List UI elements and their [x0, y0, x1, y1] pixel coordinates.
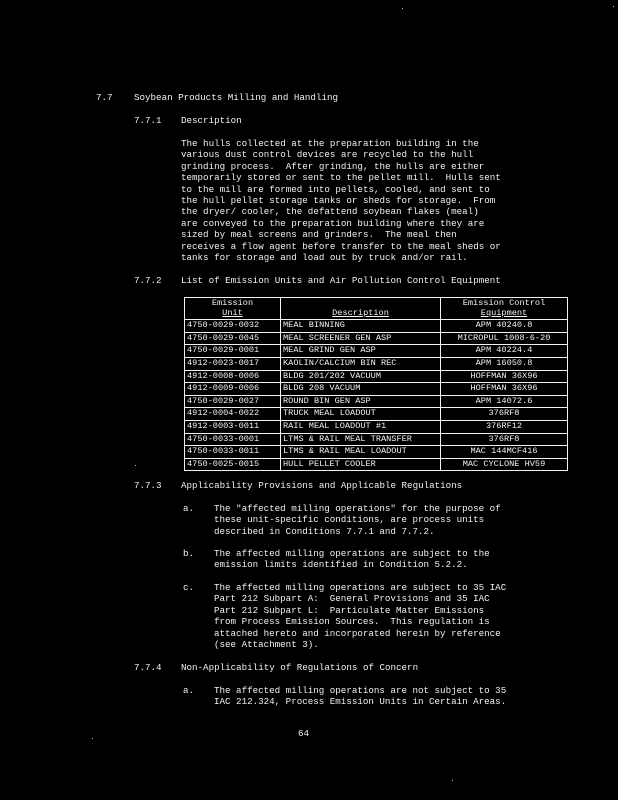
cell-description: MEAL BINNING	[281, 320, 441, 333]
item-line: IAC 212.324, Process Emission Units in Certain Areas.	[214, 696, 507, 708]
item-marker: c.	[183, 582, 195, 593]
header-equip-line2: Equipment	[480, 307, 528, 318]
header-equip-line1: Emission Control	[462, 298, 546, 308]
item-line: The affected milling operations are subject to 35 IAC	[214, 582, 507, 593]
description-line: tanks for storage and load out by truck and/or rail.	[181, 252, 468, 264]
page-number: 64	[298, 728, 310, 739]
table-row	[185, 357, 568, 370]
cell-equipment: MAC CYCLONE HV59	[441, 458, 568, 471]
cell-description: RAIL MEAL LOADOUT #1	[281, 420, 441, 433]
item-line: The affected milling operations are subject to the	[214, 548, 490, 559]
header-unit-line2: Unit	[222, 307, 243, 318]
applicability-heading: Applicability Provisions and Applicable Regulations	[181, 480, 463, 491]
cell-unit: 4750-0033-0011	[185, 446, 281, 459]
item-marker: a.	[183, 685, 195, 696]
header-description	[281, 298, 441, 320]
table-row	[185, 433, 568, 446]
cell-equipment: APM 14072.6	[441, 395, 568, 408]
cell-description: HULL PELLET COOLER	[281, 458, 441, 471]
section-number: 7.7	[96, 92, 113, 103]
table-row	[185, 370, 568, 383]
emission-list-number: 7.7.2	[134, 275, 162, 286]
cell-equipment: MAC 144MCF416	[441, 446, 568, 459]
applicability-number: 7.7.3	[134, 480, 162, 491]
cell-unit: 4912-0003-0011	[185, 420, 281, 433]
description-line: temporarily stored or sent to the pellet mill. Hulls sent	[181, 172, 501, 184]
cell-equipment: APM 40224.4	[441, 345, 568, 358]
item-line: Part 212 Subpart L: Particulate Matter Emissions	[214, 604, 485, 616]
table-row	[185, 383, 568, 396]
cell-unit: 4912-0008-0006	[185, 370, 281, 383]
description-line: The hulls collected at the preparation building in the	[181, 138, 479, 149]
cell-equipment: APM 40240.8	[441, 320, 568, 333]
cell-description: BLDG 201/202 VACUUM	[281, 370, 441, 383]
item-line: Part 212 Subpart A: General Provisions and 35 IAC	[214, 593, 490, 605]
cell-description: KAOLIN/CALCIUM BIN REC	[281, 357, 441, 370]
item-line: attached hereto and incorporated herein by reference	[214, 627, 501, 639]
cell-unit: 4912-0023-0017	[185, 357, 281, 370]
cell-description: MEAL GRIND GEN ASP	[281, 345, 441, 358]
header-emission-unit	[185, 298, 281, 320]
description-line: receives a flow agent before transfer to the meal sheds or	[181, 240, 501, 252]
cell-equipment: 376RF8	[441, 433, 568, 446]
scan-speck	[135, 465, 136, 466]
description-line: are conveyed to the preparation building where they are	[181, 217, 485, 229]
cell-description: ROUND BIN GEN ASP	[281, 395, 441, 408]
cell-description: LTMS & RAIL MEAL LOADOUT	[281, 446, 441, 459]
table-row	[185, 395, 568, 408]
cell-unit: 4912-0009-0006	[185, 383, 281, 396]
scan-speck	[613, 6, 614, 7]
description-line: the dryer/ cooler, the defattend soybean flakes (meal)	[181, 206, 479, 218]
item-marker: b.	[183, 548, 195, 559]
item-line: from Process Emission Sources. This regulation is	[214, 616, 490, 628]
applicability-item-c	[214, 582, 506, 650]
cell-equipment: 376RF8	[441, 408, 568, 421]
item-marker: a.	[183, 503, 195, 514]
item-line: (see Attachment 3).	[214, 639, 319, 651]
description-line: grinding process. After grinding, the hulls are either	[181, 160, 485, 172]
cell-unit: 4750-0033-0001	[185, 433, 281, 446]
cell-description: TRUCK MEAL LOADOUT	[281, 408, 441, 421]
cell-unit: 4750-0025-0015	[185, 458, 281, 471]
description-number: 7.7.1	[134, 115, 162, 126]
cell-equipment: HOFFMAN 36X96	[441, 383, 568, 396]
cell-equipment: MICROPUL 1008-6-20	[441, 332, 568, 345]
scan-speck	[452, 780, 453, 781]
cell-unit: 4912-0004-0022	[185, 408, 281, 421]
table-row	[185, 446, 568, 459]
non-applicability-item-a	[214, 685, 506, 708]
item-line: emission limits identified in Condition 5.2.2.	[214, 559, 468, 571]
applicability-item-a	[214, 503, 501, 537]
table-row	[185, 458, 568, 471]
item-line: these unit-specific conditions, are process units	[214, 514, 485, 526]
description-heading: Description	[181, 115, 242, 126]
table-row	[185, 320, 568, 333]
description-line: to the mill are formed into pellets, cooled, and sent to	[181, 183, 490, 195]
cell-unit: 4750-0029-0045	[185, 332, 281, 345]
header-unit-line1: Emission	[211, 298, 254, 308]
table-row	[185, 408, 568, 421]
scan-speck	[402, 8, 403, 9]
description-line: sized by meal screens and grinders. The meal then	[181, 229, 457, 241]
table-header-row	[185, 298, 568, 320]
header-description-label: Description	[332, 307, 389, 318]
table-row	[185, 420, 568, 433]
cell-unit: 4750-0029-0032	[185, 320, 281, 333]
table-row	[185, 332, 568, 345]
description-paragraph	[181, 138, 501, 263]
scan-speck	[92, 738, 93, 739]
header-control-equipment	[441, 298, 568, 320]
cell-equipment: APM 16050.8	[441, 357, 568, 370]
item-line: described in Conditions 7.7.1 and 7.7.2.	[214, 525, 435, 537]
cell-unit: 4750-0029-0027	[185, 395, 281, 408]
cell-equipment: HOFFMAN 36X96	[441, 370, 568, 383]
description-line: the hull pellet storage tanks or sheds for storage. From	[181, 195, 496, 207]
cell-equipment: 376RF12	[441, 420, 568, 433]
table-row	[185, 345, 568, 358]
emission-units-table	[184, 297, 568, 471]
section-title: Soybean Products Milling and Handling	[134, 92, 338, 103]
applicability-item-b	[214, 548, 490, 571]
non-applicability-number: 7.7.4	[134, 662, 162, 673]
non-applicability-heading: Non-Applicability of Regulations of Concern	[181, 662, 419, 673]
emission-list-heading: List of Emission Units and Air Pollution Control Equipment	[181, 275, 501, 286]
cell-description: LTMS & RAIL MEAL TRANSFER	[281, 433, 441, 446]
cell-unit: 4750-0029-0001	[185, 345, 281, 358]
cell-description: MEAL SCREENER GEN ASP	[281, 332, 441, 345]
item-line: The affected milling operations are not subject to 35	[214, 685, 507, 696]
cell-description: BLDG 208 VACUUM	[281, 383, 441, 396]
description-line: various dust control devices are recycled to the hull	[181, 149, 474, 161]
item-line: The "affected milling operations" for the purpose of	[214, 503, 501, 514]
